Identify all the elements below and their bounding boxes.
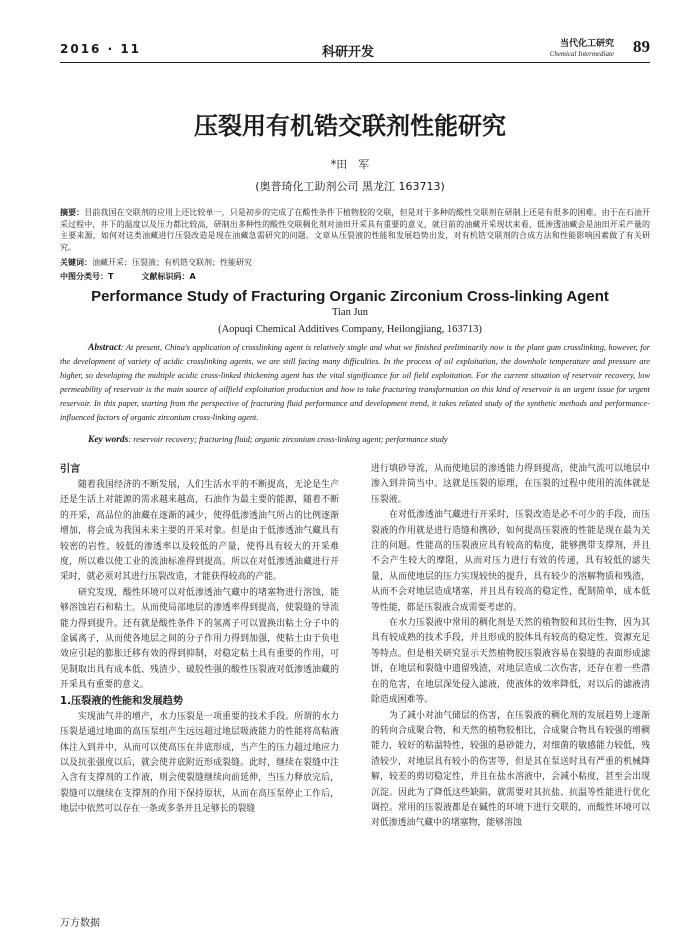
section-1-paragraph-2: 在对低渗透油气藏进行开采时，压裂改造是必不可少的手段，而压裂液的作用就是进行造缝和携砂，如何提高压裂液的性能是现在最为关注的问题。性能高的压裂液应具有较高的粘度，能够携带支撑剂，并且不会产生较大的摩阻，从而对压力进行有效的传递，具有较低的滤失量，从而使地层的压力实现较快的提升，具有较少的溶解物质和残渣，从而不会对地层造成堵塞，并且具有较高的稳定性，配制简单，成本低等性能，都是压裂液合成需要考虑的。 (371, 510, 650, 613)
page-number: 89 (633, 37, 650, 56)
keywords-cn-text: 油藏开采；压裂液；有机锆交联剂；性能研究 (92, 258, 252, 267)
section-1-heading: 1.压裂液的性能和发展趋势 (60, 695, 184, 707)
body-column-left (60, 462, 339, 818)
footer-watermark: 万方数据 (60, 918, 100, 929)
keywords-cn-label: 关键词： (60, 258, 92, 267)
intro-heading: 引言 (60, 464, 81, 475)
journal-name (550, 36, 614, 58)
journal-name-en: Chemical Intermediate (549, 50, 614, 58)
affiliation-cn: (奥普琦化工助剂公司 黑龙江 163713) (255, 180, 445, 193)
section-1-paragraph-3: 在水力压裂液中常用的稠化剂是天然的植物胶和其衍生物，因为其具有较成熟的技术手段，并且形成的胶体具有较高的稳定性，资源充足等特点。但是相关研究显示天然植物胶压裂液容易在裂缝的表面形成滤饼，在地层和裂缝中遗留残渣，对地层造成二次伤害，还存在着一些潜在的危害，在地层深处侵入滤液，使液体的效率降低，对以后的滤液清除造成困难等。 (371, 618, 650, 706)
doc-code-label: 文献标识码： (141, 272, 190, 281)
section-1-paragraph-1: 实现油气井的增产，水力压裂是一项重要的技术手段。所谓的水力压裂是通过地面的高压泵组产生远远超过地层吸液能力的性能将高粘液体注入到井中，从而可以使高压在井底形成，当产生的压力超过地应力以及抗张强度以后，就会使井底附近形成裂缝。此时，继续在裂缝中注入含有支撑剂的工作液，则会使裂缝继续向前延伸，当压力释放完后，裂缝可以继续在支撑剂的作用下保持原状，从而在高压泵停止工作后，地层中依然可以存在一条或多条并且足够长的裂缝 (60, 711, 339, 815)
intro-paragraph-1: 随着我国经济的不断发展，人们生活水平的不断提高，无论是生产还是生活上对能源的需求越来越高，石油作为最主要的能源，随着不断的开采，高品位的油藏在逐渐的减少，使得低渗透油气所占的比例逐渐增加，将会成为我国未来主要的开采对象。但是由于低渗透油气藏具有较密的岩性，较低的渗透率以及较低的产量，使得具有较大的开采难度，所以难以使工业的流油标准得到提高。所以在对低渗透油藏进行开采时，就必须对其进行压裂改造，才能获得较高的产能。 (60, 480, 339, 583)
keywords-en-label: Key words (88, 435, 129, 445)
classification-cn (60, 271, 650, 282)
section-1-paragraph-1-continued: 进行填砂导流，从而使地层的渗透能力得到提高，使油气流可以地层中渗入到井筒当中。这就是压裂的原理，在压裂的过程中使用的流体就是压裂液。 (371, 464, 650, 505)
section-name: 科研开发 (322, 45, 375, 60)
doc-code-value: A (189, 272, 196, 281)
keywords-en-text: : reservoir recovery; fracturing fluid; organic zirconium cross-linking agent; performance study (128, 435, 448, 444)
paper-title-en: Performance Study of Fracturing Organic Zirconium Cross-linking Agent (91, 288, 609, 305)
intro-paragraph-2: 研究发现，酸性环境可以对低渗透油气藏中的堵塞物进行溶蚀，能够溶蚀岩石和粘土。从而使局部地层的渗透率得到提高，使裂缝的导流能力得到提升。还有就是酸性条件下的氢离子可以置换出粘土分子中的金属离子，从而使各地层之间的分子作用力得到加强，使粘土由于负电效应引起的膨胀迁移有效的得到抑制，对稳定粘土具有重要的作用，可见制取出具有成本低、残渣少、破胶性强的酸性压裂液对低渗透油藏的开采具有重要的意义。 (60, 587, 339, 691)
abstract-cn-text: 目前我国在交联剂的应用上还比较单一，只是初步的完成了在酸性条件下植物胶的交联，但是对于多种的酸性交联剂在研制上还是有很多的困难。由于在石油开采过程中，井下的温度以及压力都比较高，研制出多种性的酸性交联稠化剂对油田开采具有重要的意义，就目前的油藏开采现状来看，低渗透油藏会是油田开采产量的主要来源，如何对这类油藏进行压裂改造是现在油藏急需研究的问题。文章从压裂液的性能和发展趋势出发，对有机锆交联剂的合成方法和性能影响因素做了有关研究。 (60, 208, 650, 252)
clc-value: T (108, 272, 114, 281)
abstract-en (60, 341, 650, 425)
header-rule (60, 62, 650, 63)
page-header (60, 38, 650, 60)
abstract-cn-label: 摘要： (60, 208, 85, 217)
keywords-en (88, 435, 648, 445)
clc-label: 中图分类号： (60, 272, 108, 281)
abstract-en-label: Abstract (88, 343, 121, 353)
author-en: Tian Jun (331, 307, 369, 318)
journal-name-cn: 当代化工研究 (559, 39, 614, 49)
issue-number: 2016 · 11 (60, 42, 142, 56)
abstract-cn (60, 207, 650, 253)
author-cn: *田 军 (330, 158, 370, 171)
body-column-right (371, 462, 650, 832)
section-1-paragraph-4: 为了减小对油气储层的伤害，在压裂液的稠化剂的发展趋势上逐渐的转向合成聚合物，和天然的植物胶相比，合成聚合物具有较强的增稠能力，较好的粘温特性，较强的悬砂能力，对细菌的敏感能力较低，残渣较少，对地层具有较小的伤害等，但是其在泵送时具有严重的机械降解，较差的剪切稳定性，并且在盐水溶液中，会减小粘度，甚至会出现沉淀。因此为了降低这些缺陷，就需要对其抗盐、抗温等性能进行优化调控。常用的压裂液都是在碱性的环境下进行交联的，而酸性环境可以对低渗透油气藏中的堵塞物，能够溶蚀 (371, 710, 650, 829)
affiliation-en: (Aopuqi Chemical Additives Company, Heilongjiang, 163713) (218, 324, 482, 335)
abstract-en-text: : At present, China's application of crosslinking agent is relatively single and what we finished preliminarily now is the plant gum crosslinking, however, for the development of variety of acidic crosslinking agents, we are still facing many difficulties. In the process of oil exploitation, the downhole temperature and pressure are higher, so developing the multiple acidic cross-linked thickening agent has the vital significance for oil field exploitation. For the current situation of reservoir recovery, low permeability of reservoir is the main source of oilfield exploitation production and how to take fracturing transformation on this kind of reservoir is an urgent issue for urgent reservoir. In this paper, starting from the perspective of fracturing fluid performance and development trend, it takes related study of the synthetic methods and performance-influenced factors of organic zirconium cross-linking agent. (60, 343, 650, 422)
keywords-cn (60, 257, 650, 268)
paper-title-cn: 压裂用有机锆交联剂性能研究 (194, 112, 506, 140)
